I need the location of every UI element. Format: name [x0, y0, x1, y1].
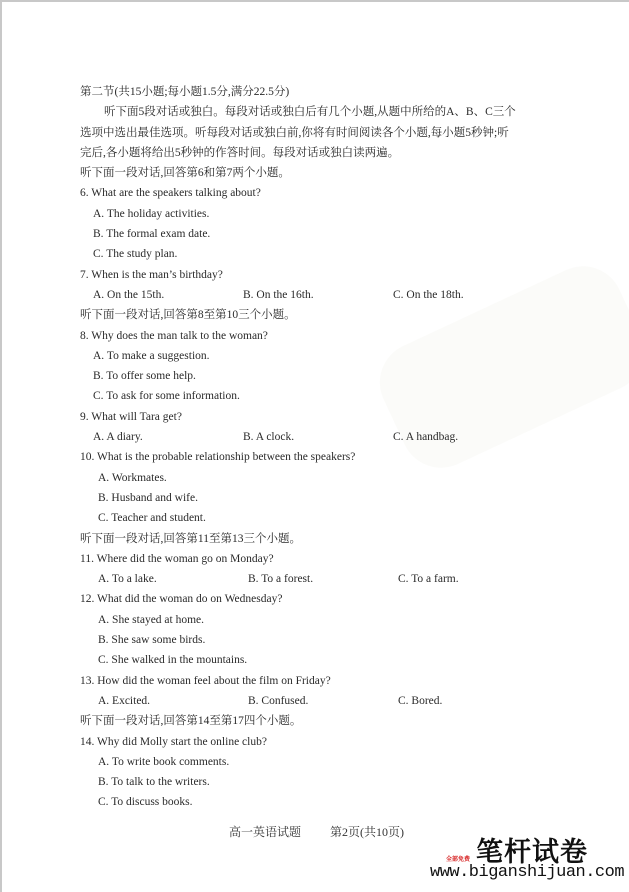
- site-logo: [430, 830, 625, 890]
- footer-page-number: 第2页(共10页): [330, 825, 405, 839]
- instructions-line-2: 选项中选出最佳选项。听每段对话或独白前,你将有时间阅读各个小题,每小题5秒钟;听: [80, 126, 509, 139]
- option-b: B. A clock.: [243, 431, 295, 444]
- question-12: [80, 589, 580, 609]
- option-b: B. To talk to the writers.: [98, 776, 210, 789]
- group-instruction: 听下面一段对话,回答第11至第13三个小题。: [80, 532, 301, 545]
- group-instruction: 听下面一段对话,回答第8至第10三个小题。: [80, 309, 296, 322]
- question-13: [80, 671, 580, 691]
- question-7: [80, 265, 580, 285]
- option-a: A. To a lake.: [98, 573, 157, 586]
- question-text: How did the woman feel about the film on Friday?: [97, 674, 331, 687]
- question-text: What did the woman do on Wednesday?: [97, 593, 283, 606]
- section-content: [80, 82, 580, 813]
- option-c: C. To ask for some information.: [93, 390, 240, 403]
- option-b: B. Husband and wife.: [98, 491, 198, 504]
- instructions-line-1: 听下面5段对话或独白。每段对话或独白后有几个小题,从题中所给的A、B、C三个: [104, 106, 516, 119]
- option-a: A. The holiday activities.: [93, 207, 210, 220]
- question-number: 13.: [80, 674, 95, 687]
- logo-url: www.biganshijuan.com: [430, 863, 625, 882]
- question-text: What will Tara get?: [91, 410, 182, 423]
- instructions-line-3: 完后,各小题将给出5秒钟的作答时间。每段对话或独白读两遍。: [80, 146, 400, 159]
- options-row: [80, 285, 580, 305]
- option-c: C. Bored.: [398, 694, 443, 707]
- option-c: C. On the 18th.: [393, 288, 464, 301]
- option-a: A. To write book comments.: [98, 755, 230, 768]
- question-number: 11.: [80, 552, 94, 565]
- option-b: B. Confused.: [248, 694, 309, 707]
- page-footer: [229, 823, 430, 840]
- option-a: A. She stayed at home.: [98, 613, 205, 626]
- option-b: B. To a forest.: [248, 573, 314, 586]
- question-text: Why does the man talk to the woman?: [91, 329, 268, 342]
- question-number: 14.: [80, 735, 95, 748]
- option-c: C. A handbag.: [393, 431, 459, 444]
- logo-free-badge: 全部免费: [446, 856, 471, 863]
- option-b: B. On the 16th.: [243, 288, 314, 301]
- options-row: [80, 427, 580, 447]
- question-number: 6.: [80, 187, 89, 200]
- option-c: C. She walked in the mountains.: [98, 654, 248, 667]
- option-b: B. The formal exam date.: [93, 228, 211, 241]
- question-text: What are the speakers talking about?: [91, 187, 261, 200]
- option-c: C. The study plan.: [93, 248, 178, 261]
- question-11: [80, 549, 580, 569]
- option-b: B. She saw some birds.: [98, 634, 206, 647]
- group-instruction: 听下面一段对话,回答第6和第7两个小题。: [80, 167, 290, 180]
- option-a: A. To make a suggestion.: [93, 349, 210, 362]
- question-9: [80, 407, 580, 427]
- question-number: 9.: [80, 410, 89, 423]
- question-number: 7.: [80, 268, 89, 281]
- question-text: Why did Molly start the online club?: [97, 735, 267, 748]
- question-14: [80, 732, 580, 752]
- option-b: B. To offer some help.: [93, 370, 196, 383]
- options-row: [80, 569, 580, 589]
- question-text: When is the man’s birthday?: [91, 268, 223, 281]
- option-a: A. Excited.: [98, 694, 151, 707]
- option-c: C. To a farm.: [398, 573, 459, 586]
- question-number: 12.: [80, 593, 95, 606]
- option-a: A. On the 15th.: [93, 288, 165, 301]
- question-number: 8.: [80, 329, 89, 342]
- options-row: [80, 691, 580, 711]
- option-a: A. A diary.: [93, 431, 143, 444]
- section-title: 第二节(共15小题;每小题1.5分,满分22.5分): [80, 86, 290, 98]
- question-8: [80, 326, 580, 346]
- question-text: What is the probable relationship between the speakers?: [97, 451, 356, 464]
- logo-brand-name: 笔杆试卷: [476, 837, 588, 868]
- footer-subject: 高一英语试题: [229, 825, 302, 839]
- option-c: C. To discuss books.: [98, 796, 193, 809]
- question-text: Where did the woman go on Monday?: [96, 552, 274, 565]
- question-10: [80, 447, 580, 467]
- question-number: 10.: [80, 451, 95, 464]
- option-c: C. Teacher and student.: [98, 512, 206, 525]
- question-6: [80, 183, 580, 203]
- option-a: A. Workmates.: [98, 471, 167, 484]
- group-instruction: 听下面一段对话,回答第14至第17四个小题。: [80, 715, 302, 728]
